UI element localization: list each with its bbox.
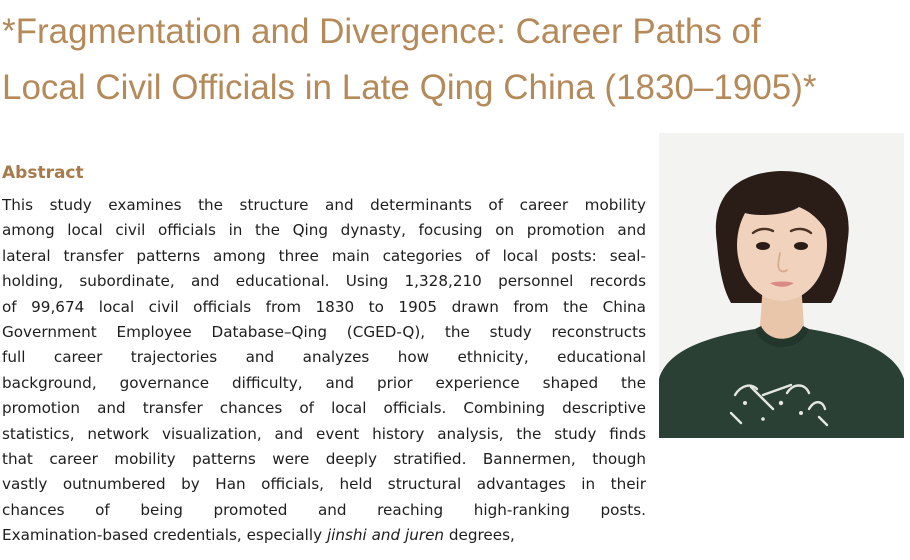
abstract-line-last [2, 523, 646, 548]
abstract-line: statistics, network visualization, and event history analysis, the study finds [2, 424, 646, 443]
abstract-line-last-prefix: Examination-based credentials, especially [2, 526, 327, 545]
abstract-degree-terms: jinshi and juren [326, 526, 445, 545]
abstract-line: chances of being promoted and reaching high-ranking posts. [2, 500, 646, 519]
abstract-heading: Abstract [2, 163, 84, 183]
abstract-body [2, 193, 646, 560]
author-portrait [659, 133, 904, 438]
abstract-line-last-suffix: degrees, [444, 526, 515, 545]
abstract-line: Government Employee Database–Qing (CGED-Q), the study reconstructs [2, 322, 646, 341]
abstract-line: promotion and transfer chances of local officials. Combining descriptive [2, 399, 646, 418]
abstract-line: of 99,674 local civil officials from 1830 to 1905 drawn from the China [2, 297, 646, 316]
author-portrait-image [659, 133, 904, 438]
abstract-line: full career trajectories and analyzes how ethnicity, educational [2, 348, 646, 367]
abstract-line: lateral transfer patterns among three main categories of local posts: seal- [2, 246, 646, 265]
abstract-line: vastly outnumbered by Han officials, held structural advantages in their [2, 475, 646, 494]
abstract-line: among local civil officials in the Qing dynasty, focusing on promotion and [2, 221, 646, 240]
abstract-line: holding, subordinate, and educational. Using 1,328,210 personnel records [2, 272, 646, 291]
abstract-line: that career mobility patterns were deeply stratified. Bannermen, though [2, 449, 646, 468]
paper-title-line-1: *Fragmentation and Divergence: Career Paths of [2, 12, 761, 51]
paper-title-line-2: Local Civil Officials in Late Qing China (1830–1905)* [2, 68, 817, 107]
paper-title [2, 4, 902, 116]
abstract-line: background, governance difficulty, and prior experience shaped the [2, 373, 646, 392]
abstract-line: This study examines the structure and determinants of career mobility [2, 196, 646, 214]
